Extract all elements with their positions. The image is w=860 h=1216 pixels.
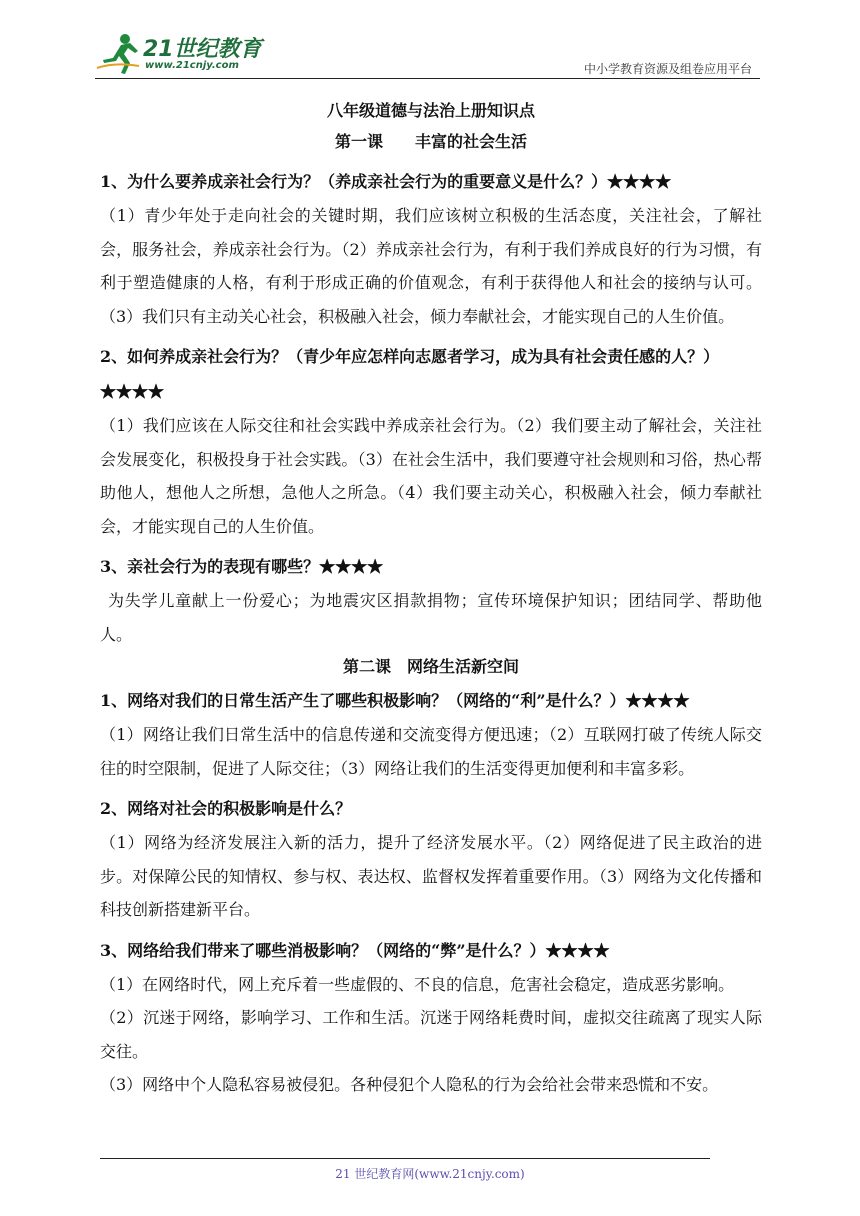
footer-divider [100, 1158, 710, 1159]
logo-url-text: www.21cnjy.com [145, 60, 239, 71]
lesson1-question-2: 2、如何养成亲社会行为？（青少年应怎样向志愿者学习，成为具有社会责任感的人？）★★★★ [100, 347, 720, 401]
lesson2-answer-3c: （3）网络中个人隐私容易被侵犯。各种侵犯个人隐私的行为会给社会带来恐慌和不安。 [100, 1075, 719, 1094]
lesson2-answer-2: （1）网络为经济发展注入新的活力，提升了经济发展水平。（2）网络促进了民主政治的进步。对保障公民的知情权、参与权、表达权、监督权发挥着重要作用。（3）网络为文化传播和科技创新搭建新平台。 [100, 833, 762, 919]
lesson1-question-3: 3、亲社会行为的表现有哪些？★★★★ [100, 557, 384, 576]
footer-text: 21 世纪教育网(www.21cnjy.com) [335, 1167, 525, 1181]
lesson2-question-3: 3、网络给我们带来了哪些消极影响？（网络的“弊”是什么？）★★★★ [100, 940, 610, 960]
lesson1-answer-2: （1）我们应该在人际交往和社会实践中养成亲社会行为。（2）我们要主动了解社会，关注社会发展变化，积极投身于社会实践。（3）在社会生活中，我们要遵守社会规则和习俗，热心帮助他人，想他人之所想，急他人之所急。（4）我们要主动关心，积极融入社会，倾力奉献社会，才能实现自己的人生价值。 [100, 416, 762, 536]
lesson2-question-1: 1、网络对我们的日常生活产生了哪些积极影响？（网络的“利”是什么？）★★★★ [100, 691, 690, 710]
lesson2-answer-3a: （1）在网络时代，网上充斥着一些虚假的、不良的信息，危害社会稳定，造成恶劣影响。 [100, 974, 735, 994]
lesson1-question-1: 1、为什么要养成亲社会行为？（养成亲社会行为的重要意义是什么？）★★★★ [100, 172, 672, 191]
lesson1-title: 第一课 丰富的社会生活 [334, 132, 527, 151]
lesson1-answer-3: 为失学儿童献上一份爱心；为地震灾区捐款捐物；宣传环境保护知识；团结同学、帮助他人。 [100, 591, 762, 644]
lesson1-answer-1: （1）青少年处于走向社会的关键时期，我们应该树立积极的生活态度，关注社会，了解社会，服务社会，养成亲社会行为。（2）养成亲社会行为，有利于我们养成良好的行为习惯，有利于塑造健康的人格，有利于形成正确的价值观念，有利于获得他人和社会的接纳与认可。（3）我们只有主动关心社会，积极融入社会，倾力奉献社会，才能实现自己的人生价值。 [100, 206, 762, 326]
lesson2-answer-3b: （2）沉迷于网络，影响学习、工作和生活。沉迷于网络耗费时间，虚拟交往疏离了现实人际交往。 [100, 1008, 762, 1061]
document-body [100, 92, 762, 1102]
lesson2-question-2: 2、网络对社会的积极影响是什么？ [100, 799, 352, 818]
document-title: 八年级道德与法治上册知识点 [326, 101, 535, 120]
lesson2-title: 第二课 网络生活新空间 [342, 657, 519, 676]
logo-text: 21世纪教育 [143, 37, 262, 62]
page-header [95, 30, 760, 79]
logo [95, 32, 141, 76]
lesson2-answer-1: （1）网络让我们日常生活中的信息传递和交流变得方便迅速；（2）互联网打破了传统人际交往的时空限制，促进了人际交往；（3）网络让我们的生活变得更加便利和丰富多彩。 [100, 725, 762, 778]
runner-logo-icon [95, 32, 141, 74]
header-platform-text: 中小学教育资源及组卷应用平台 [583, 62, 752, 76]
